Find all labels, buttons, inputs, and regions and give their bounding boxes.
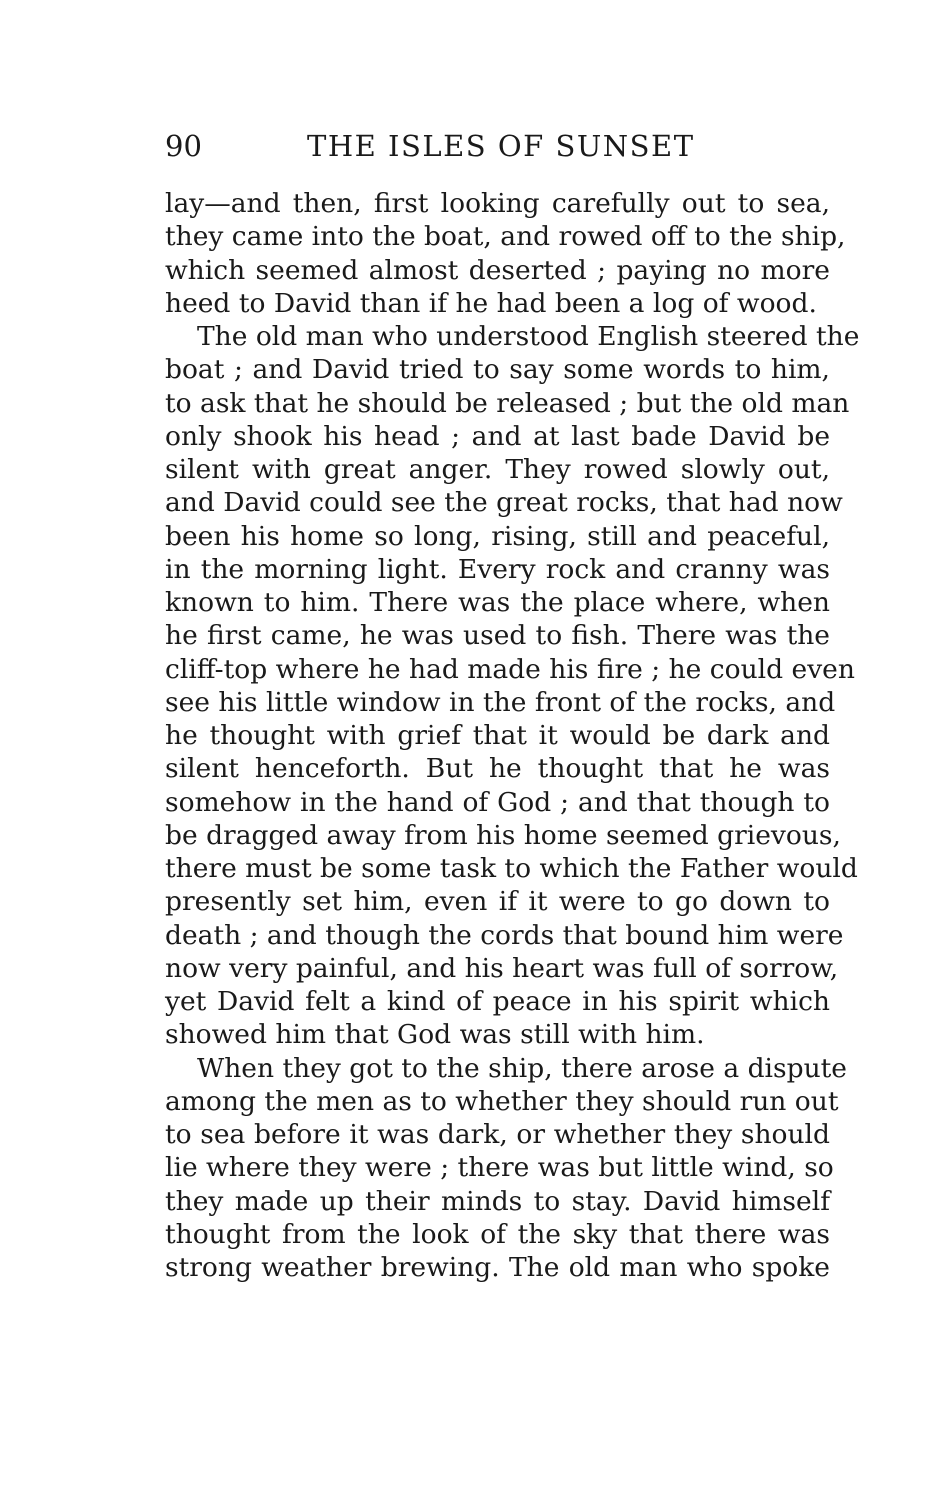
text-line: only shook his head ; and at last bade David be: [165, 420, 830, 452]
text-line: boat ; and David tried to say some words to him,: [165, 354, 830, 386]
text-line: yet David felt a kind of peace in his spirit which: [165, 986, 830, 1017]
text-line: showed him that God was still with him.: [165, 1019, 705, 1051]
text-line: among the men as to whether they should run out: [165, 1085, 839, 1117]
text-line: somehow in the hand of God ; and that though to: [165, 786, 830, 818]
text-line: there must be some task to which the Father would: [165, 853, 858, 884]
text-line: see his little window in the front of the rocks, and: [165, 686, 836, 718]
text-line: death ; and though the cords that bound him were: [165, 919, 844, 951]
text-line: to ask that he should be released ; but the old man: [165, 387, 850, 419]
text-line: lie where they were ; there was but little wind, so: [165, 1152, 834, 1184]
text-line: strong weather brewing. The old man who spoke: [165, 1252, 830, 1283]
text-line: lay—and then, first looking carefully out to sea,: [165, 188, 830, 219]
text-line: presently set him, even if it were to go down to: [165, 886, 830, 918]
text-line: they made up their minds to stay. David himself: [165, 1185, 830, 1217]
text-line: now very painful, and his heart was full of sorrow,: [165, 952, 839, 984]
paragraph: [165, 320, 860, 1052]
text-line: thought from the look of the sky that there was: [165, 1218, 830, 1250]
running-head: THE ISLES OF SUNSET: [307, 129, 695, 163]
text-line: in the morning light. Every rock and cranny was: [165, 553, 830, 585]
paragraph: [165, 187, 846, 320]
text-line: heed to David than if he had been a log of wood.: [165, 287, 817, 319]
text-line: known to him. There was the place where, when: [165, 587, 830, 618]
text-line: The old man who understood English steered the: [197, 321, 860, 352]
page-number: 90: [165, 129, 202, 163]
text-line: silent with great anger. They rowed slowly out,: [165, 454, 830, 485]
text-line: be dragged away from his home seemed grievous,: [165, 819, 841, 851]
text-line: cliff-top where he had made his fire ; he could even: [165, 653, 855, 685]
text-line: he first came, he was used to fish. There was the: [165, 620, 830, 652]
text-line: silent henceforth. But he thought that he was: [165, 753, 830, 785]
body-text: [165, 187, 860, 1284]
text-line: he thought with grief that it would be dark and: [165, 720, 830, 751]
text-line: which seemed almost deserted ; paying no more: [165, 254, 830, 286]
text-line: and David could see the great rocks, that had now: [165, 487, 843, 519]
text-line: to sea before it was dark, or whether they should: [165, 1119, 830, 1150]
text-line: been his home so long, rising, still and peaceful,: [165, 520, 830, 552]
text-line: they came into the boat, and rowed off to the ship,: [165, 221, 846, 253]
text-line: When they got to the ship, there arose a dispute: [197, 1052, 847, 1084]
paragraph: [165, 1052, 847, 1285]
